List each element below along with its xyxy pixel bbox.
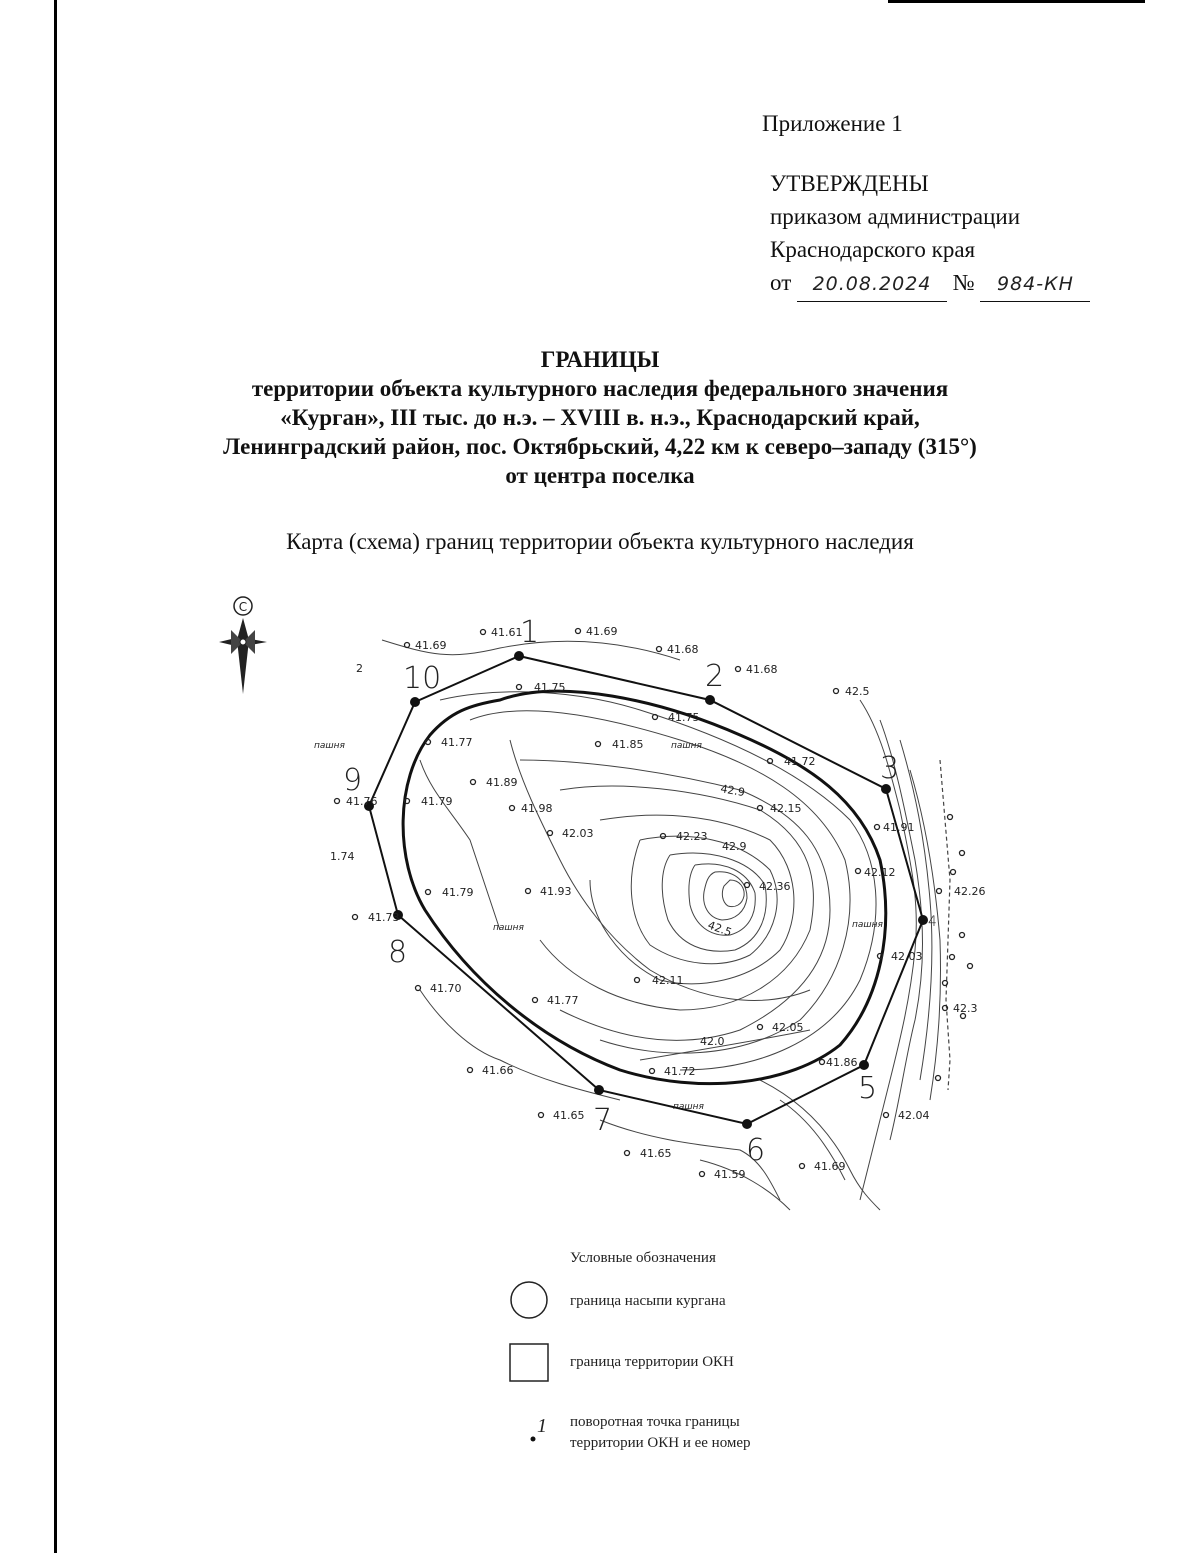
elevation-mark: 41.69 <box>586 625 618 638</box>
elevation-mark: 41.72 <box>664 1065 696 1078</box>
approval-date-handwritten: 20.08.2024 <box>797 268 947 302</box>
contour-label: 42.9 <box>719 782 746 800</box>
turning-point-label-1: 1 <box>520 615 540 650</box>
misc-map-label: 2 <box>356 662 363 675</box>
compass-rose-icon <box>219 597 267 694</box>
legend-point-symbol <box>531 1437 536 1442</box>
elevation-mark: 41.66 <box>482 1064 514 1077</box>
turning-point-label-4: 4 <box>928 914 937 930</box>
dashed-boundary-line <box>940 760 950 1090</box>
elevation-mark: 41.89 <box>486 776 518 789</box>
legend <box>510 1250 751 1451</box>
misc-map-label: 1.74 <box>330 850 355 863</box>
elevation-mark: 41.75 <box>534 681 566 694</box>
approval-number-handwritten: 984-КН <box>980 268 1090 302</box>
title-heading: ГРАНИЦЫ <box>540 347 660 372</box>
elevation-mark: 41.93 <box>540 885 572 898</box>
approval-line1: приказом администрации <box>770 204 1021 229</box>
elevation-mark: 42.05 <box>772 1021 804 1034</box>
turning-point-label-6: 6 <box>746 1133 766 1168</box>
compass-north-label: С <box>238 600 248 614</box>
appendix-label: Приложение 1 <box>762 111 903 136</box>
elevation-mark: 41.76 <box>346 795 378 808</box>
contour-label: 42.9 <box>722 840 747 853</box>
elevation-mark: 41.75 <box>668 711 700 724</box>
turning-point-label-3: 3 <box>880 751 900 786</box>
legend-circle-symbol <box>511 1282 547 1318</box>
elevation-mark: 41.65 <box>553 1109 585 1122</box>
area-label: пашня <box>314 741 345 751</box>
elevation-mark: 42.03 <box>891 950 923 963</box>
title-line4: от центра поселка <box>505 463 695 488</box>
legend-item-mound: граница насыпи кургана <box>570 1293 726 1309</box>
elevation-mark: 41.86 <box>826 1056 858 1069</box>
approval-line2: Краснодарского края <box>770 237 976 262</box>
area-label: пашня <box>493 923 524 933</box>
elevation-mark: 42.36 <box>759 880 791 893</box>
elevation-mark: 41.65 <box>640 1147 672 1160</box>
elevation-mark: 42.23 <box>676 830 708 843</box>
elevation-mark: 41.79 <box>421 795 453 808</box>
title-line3: Ленинградский район, пос. Октябрьский, 4,22 км к северо–западу (315°) <box>223 434 977 459</box>
elevation-mark: 42.12 <box>864 866 896 879</box>
turning-point-1 <box>514 651 524 661</box>
elevation-mark: 41.61 <box>491 626 523 639</box>
title-line2: «Курган», III тыс. до н.э. – XVIII в. н.э., Краснодарский край, <box>280 405 920 430</box>
elevation-mark: 41.79 <box>442 886 474 899</box>
area-label: пашня <box>671 741 702 751</box>
elevation-mark: 42.15 <box>770 802 802 815</box>
elevation-mark: 42.11 <box>652 974 684 987</box>
area-label: пашня <box>852 920 883 930</box>
turning-point-10 <box>410 697 420 707</box>
approval-number-prefix: № <box>952 270 975 295</box>
area-label: пашня <box>673 1102 704 1112</box>
elevation-mark: 41.72 <box>784 755 816 768</box>
contour-label: 42.0 <box>700 1035 725 1048</box>
legend-point-number: 1 <box>537 1415 547 1437</box>
contour-label: 42.5 <box>705 918 734 940</box>
legend-square-symbol <box>510 1344 548 1381</box>
turning-point-4 <box>918 915 928 925</box>
elevation-mark: 42.03 <box>562 827 594 840</box>
turning-point-6 <box>742 1119 752 1129</box>
elevation-mark: 41.70 <box>430 982 462 995</box>
turning-point-label-8: 8 <box>388 935 408 970</box>
elevation-mark: 42.04 <box>898 1109 930 1122</box>
elevation-mark: 41.77 <box>441 736 473 749</box>
elevation-mark: 41.91 <box>883 821 915 834</box>
elevation-mark: 42.3 <box>953 1002 978 1015</box>
area-labels <box>314 741 884 1112</box>
elevation-mark: 41.69 <box>814 1160 846 1173</box>
elevation-mark: 41.73 <box>368 911 400 924</box>
turning-point-7 <box>594 1085 604 1095</box>
contour-label: 42.5 <box>845 685 870 698</box>
turning-point-label-5: 5 <box>858 1071 878 1106</box>
elevation-mark: 42.26 <box>954 885 986 898</box>
map-subtitle: Карта (схема) границ территории объекта культурного наследия <box>286 529 914 554</box>
elevation-mark: 41.77 <box>547 994 579 1007</box>
approval-title: УТВЕРЖДЕНЫ <box>770 171 929 196</box>
elevation-mark: 41.68 <box>746 663 778 676</box>
elevation-mark: 41.68 <box>667 643 699 656</box>
elevation-mark: 41.69 <box>415 639 447 652</box>
elevation-mark: 41.59 <box>714 1168 746 1181</box>
turning-point-label-7: 7 <box>593 1103 613 1138</box>
turning-point-2 <box>705 695 715 705</box>
legend-item-territory: граница территории ОКН <box>570 1354 734 1370</box>
turning-point-label-10: 10 <box>403 661 442 696</box>
elevation-mark: 41.98 <box>521 802 553 815</box>
legend-item-point-line2: территории ОКН и ее номер <box>570 1435 751 1451</box>
approval-date-prefix: от <box>770 270 792 295</box>
turning-point-label-2: 2 <box>705 659 725 694</box>
turning-point-5 <box>859 1060 869 1070</box>
title-line1: территории объекта культурного наследия федерального значения <box>251 376 949 401</box>
elevation-mark: 41.85 <box>612 738 644 751</box>
legend-title: Условные обозначения <box>570 1250 716 1266</box>
legend-item-point-line1: поворотная точка границы <box>570 1414 740 1430</box>
turning-point-label-9: 9 <box>343 763 363 798</box>
